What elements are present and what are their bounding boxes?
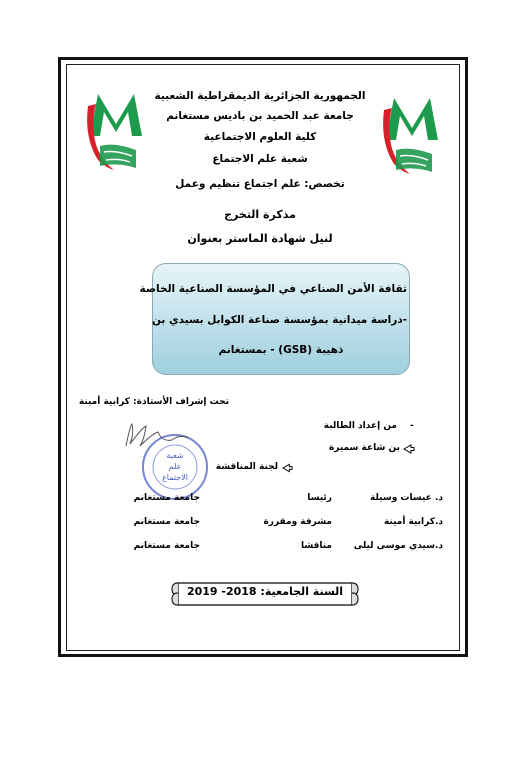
stamp-line-1: شعبة (166, 451, 184, 460)
stamp-line-3: الاجتماع (162, 473, 188, 482)
prepared-by-label: من إعداد الطالبة (323, 421, 397, 431)
memo-subtitle: لنيل شهادة الماستر بعنوان (187, 232, 333, 245)
specialization: تخصص: علم اجتماع تنظيم وعمل (175, 178, 345, 190)
thesis-subtitle-1: -دراسة ميدانية بمؤسسة صناعة الكوابل بسيدي بن (151, 314, 407, 326)
committee-label: لجنة المناقشة (215, 462, 278, 472)
committee-member-name: د.كرابية أمينة (383, 517, 443, 527)
thesis-title: ثقافة الأمن الصناعي في المؤسسة الصناعية الخاصة (139, 283, 407, 295)
faculty-name: كلية العلوم الاجتماعية (203, 131, 317, 143)
pointer-arrow-icon (403, 444, 415, 454)
thesis-subtitle-2: ذهيبة (GSB) - بمستغانم (218, 344, 344, 356)
dash-bullet: - (410, 421, 414, 431)
memo-title: مذكرة التخرج (224, 208, 296, 221)
committee-member-university: جامعة مستغانم (133, 517, 200, 527)
country-name: الجمهورية الجزائرية الديمقراطية الشعبية (154, 90, 366, 102)
student-name: بن شاعة سميرة (328, 443, 400, 453)
committee-member-role: مشرفة ومقررة (263, 517, 332, 527)
committee-member-role: رئيسا (307, 493, 332, 503)
supervisor-line: تحت إشراف الأستاذة: كرابية أمينة (78, 397, 229, 407)
committee-member-name: د. عيسات وسيلة (370, 493, 443, 503)
committee-member-university: جامعة مستغانم (133, 493, 200, 503)
committee-member-university: جامعة مستغانم (133, 541, 200, 551)
department-name: شعبة علم الاجتماع (212, 153, 308, 165)
stamp-line-2: علم (168, 462, 182, 471)
committee-member-name: د.سيدي موسى ليلى (353, 541, 443, 551)
university-name: جامعة عبد الحميد بن باديس مستغانم (166, 110, 354, 122)
pointer-arrow-icon-2 (282, 463, 293, 473)
academic-year: السنة الجامعية: 2018- 2019 (186, 585, 344, 598)
signature (122, 420, 202, 450)
committee-member-role: مناقشا (300, 541, 332, 551)
